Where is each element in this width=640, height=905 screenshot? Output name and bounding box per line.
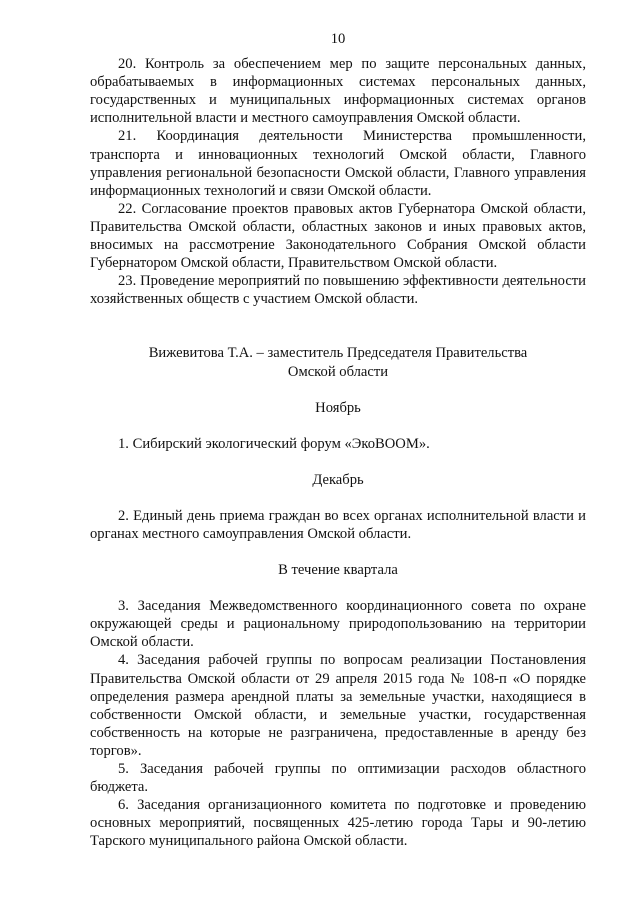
- official-title-line1: Вижевитова Т.А. – заместитель Председателя Правительства: [148, 345, 528, 362]
- page-number: 10: [330, 31, 346, 47]
- list-item: 20. Контроль за обеспечением мер по защите персональных данных, обрабатываемых в информационных системах персональных данных, государственных и муниципальных информационных системах органов исполнительной власти и местного самоуправления Омской области.: [90, 56, 586, 127]
- section-heading-december: Декабрь: [312, 471, 364, 488]
- list-item: 5. Заседания рабочей группы по оптимизации расходов областного бюджета.: [90, 761, 586, 796]
- document-page: [90, 30, 586, 850]
- list-item: 22. Согласование проектов правовых актов Губернатора Омской области, Правительства Омской области, областных законов и иных правовых актов, вносимых на рассмотрение Законодательного Собрания Омской области Губернатором Омской области, Правительством Омской области.: [90, 200, 586, 272]
- list-item: 3. Заседания Межведомственного координационного совета по охране окружающей среды и рациональному природопользованию на территории Омской области.: [90, 598, 586, 651]
- list-item: 4. Заседания рабочей группы по вопросам реализации Постановления Правительства Омской области от 29 апреля 2015 года № 108-п «О порядке определения размера арендной платы за земельные участки, находящиеся в собственности Омской области, и земельные участки, государственная собственность на которые не разграничена, предоставленные в аренду без торгов».: [90, 652, 586, 759]
- list-item: 1. Сибирский экологический форум «ЭкоBOOM».: [118, 435, 430, 452]
- spacer: [90, 308, 586, 344]
- section-heading-quarter: В течение квартала: [278, 562, 398, 579]
- official-title-line2: Омской области: [287, 363, 389, 380]
- list-item: 23. Проведение мероприятий по повышению эффективности деятельности хозяйственных обществ с участием Омской области.: [90, 273, 586, 308]
- list-item: 6. Заседания организационного комитета по подготовке и проведению основных мероприятий, посвященных 425-летию города Тары и 90-летию Тарского муниципального района Омской области.: [90, 797, 586, 850]
- list-item: 2. Единый день приема граждан во всех органах исполнительной власти и органах местного самоуправления Омской области.: [90, 507, 586, 542]
- section-heading-november: Ноябрь: [315, 399, 361, 416]
- list-item: 21. Координация деятельности Министерства промышленности, транспорта и инновационных технологий Омской области, Главного управления региональной безопасности Омской области, Главного управления информационных технологий и связи Омской области.: [90, 128, 586, 199]
